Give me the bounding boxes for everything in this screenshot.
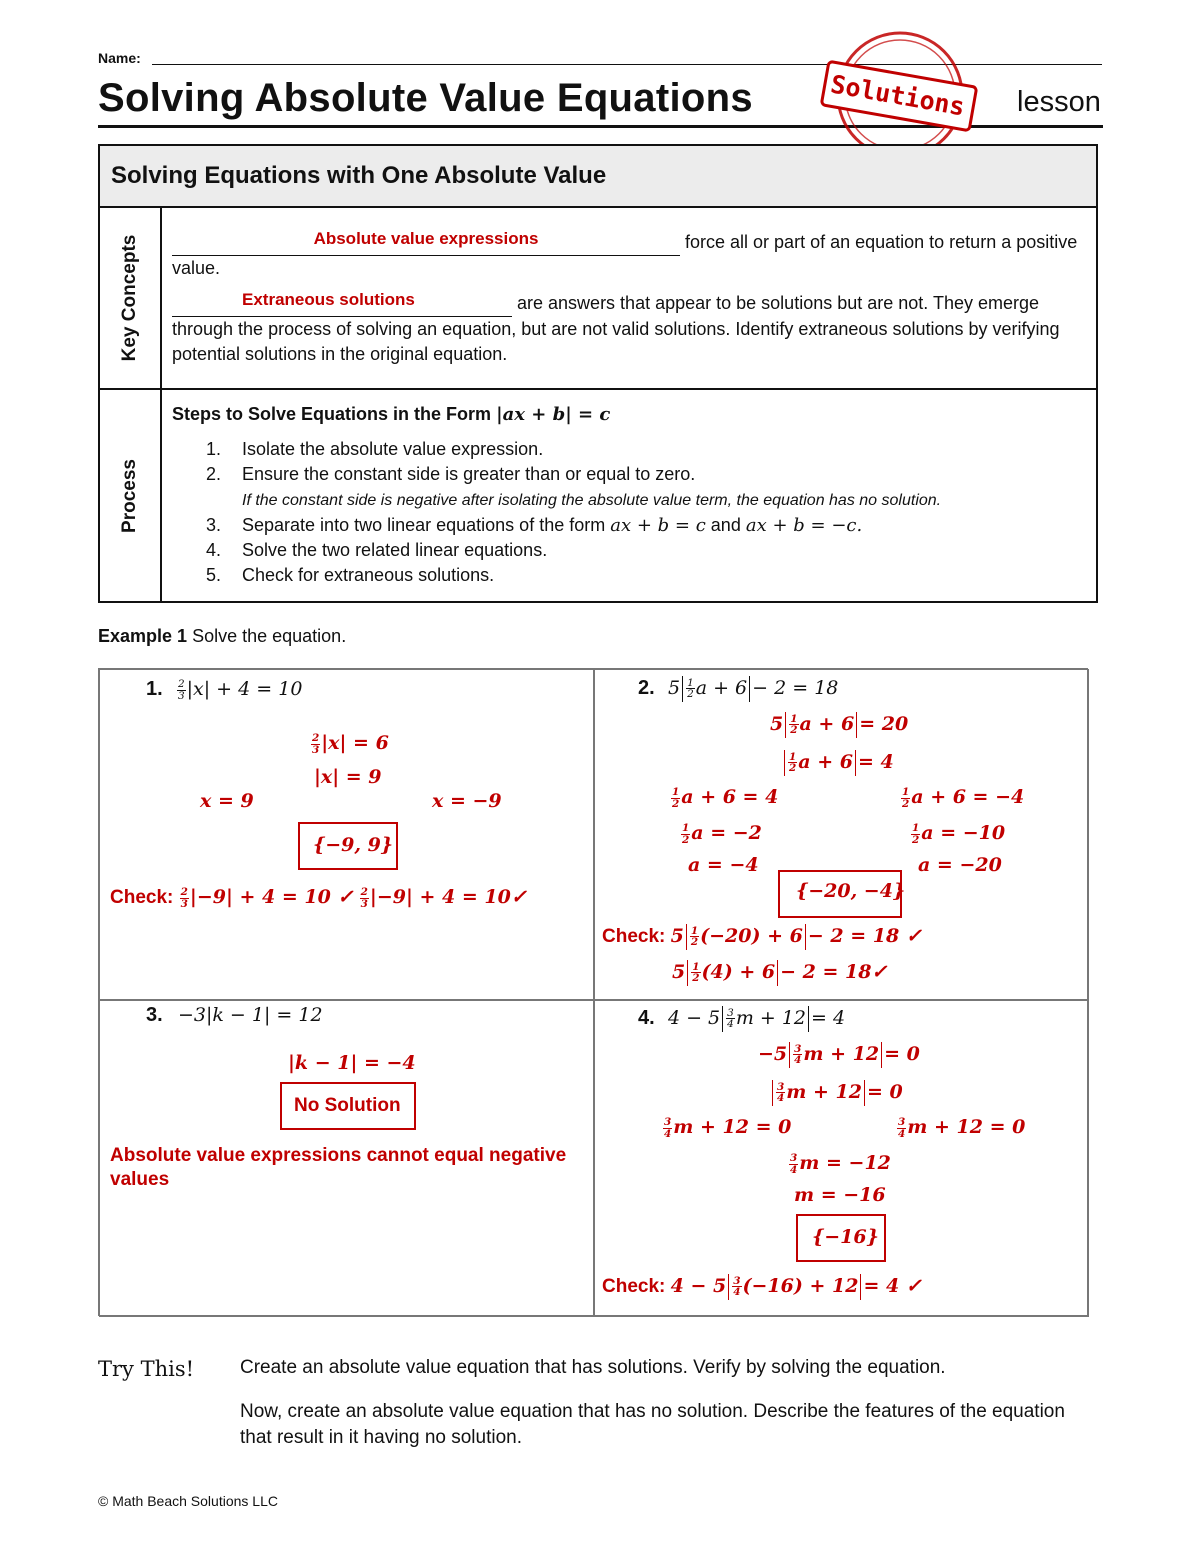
problem-2-equation: 2. 5 $\frac{1}{2}$ a + 6 − 2 = 18 <box>638 676 839 701</box>
page-title: Solving Absolute Value Equations <box>98 76 753 120</box>
step-3-number: 3. <box>206 515 222 535</box>
problem-1-number: 1. <box>146 678 163 700</box>
blank-1[interactable] <box>172 230 680 256</box>
blank-2-answer: Extraneous solutions <box>242 290 415 309</box>
example-grid <box>98 668 1088 1316</box>
problem-1-answer-box <box>298 822 398 870</box>
key-concepts-row <box>100 208 1096 390</box>
problem-4-number: 4. <box>638 1006 655 1029</box>
problem-4-step-3: $\frac{3}{4}$ m = −12 <box>790 1152 891 1176</box>
try-this-prompt-2: Now, create an absolute value equation that has no solution. Describe the features of the equation that result in it having no solution. <box>240 1401 1065 1448</box>
problem-4-step-1: −5 $\frac{3}{4}$ m + 12 = 0 <box>758 1042 920 1067</box>
step-1-text: Isolate the absolute value expression. <box>242 439 544 459</box>
steps-title <box>172 402 1082 427</box>
problem-1-equation <box>146 678 302 701</box>
problem-1-answer: {−9, 9} <box>313 834 394 856</box>
table-header <box>100 146 1096 208</box>
footer-copyright: © Math Beach Solutions LLC <box>98 1493 278 1509</box>
step-4-number: 4. <box>206 540 222 560</box>
problem-2-step-2: $\frac{1}{2}$ a + 6 = 4 <box>782 750 894 776</box>
steps-title-text: Steps to Solve Equations in the Form <box>172 404 492 424</box>
problem-4-right-1: $\frac{3}{4}$ m + 12 = 0 <box>898 1116 1026 1140</box>
blank-1-answer: Absolute value expressions <box>313 229 539 248</box>
step-4-text: Solve the two related linear equations. <box>242 540 548 560</box>
problem-1-step-2: |x| = 9 <box>314 766 382 788</box>
stamp-text <box>820 30 978 160</box>
problem-1-cell <box>99 669 595 1001</box>
problem-2-left-1: $\frac{1}{2}$ a + 6 = 4 <box>672 786 779 810</box>
step-1 <box>172 437 1082 462</box>
step-3-and: and <box>710 515 741 535</box>
problem-2-check-2: 5 $\frac{1}{2}$ (4) + 6 − 2 = 18✓ <box>672 960 888 985</box>
try-this-prompt-1: Create an absolute value equation that has solutions. Verify by solving the equation. <box>240 1357 946 1378</box>
name-label: Name: <box>98 50 141 66</box>
step-3-text: Separate into two linear equations of the form <box>242 515 606 535</box>
concept-1 <box>172 230 1082 281</box>
problem-4-check: Check: 4 − 5 $\frac{3}{4}$ (−16) + 12 = 4 ✓ <box>602 1274 922 1299</box>
key-concepts-label-cell <box>100 208 162 388</box>
step-2-text: Ensure the constant side is greater than or equal to zero. <box>242 464 696 484</box>
problem-2-answer: {−20, −4} <box>796 880 906 902</box>
example-label-bold: Example 1 <box>98 626 188 646</box>
stamp-label: Solutions <box>828 68 968 122</box>
problem-4-cell <box>593 999 1089 1317</box>
process-row <box>100 390 1096 601</box>
process-label-cell <box>100 390 162 601</box>
problem-2-left-3: a = −4 <box>688 854 759 876</box>
problem-1-left: x = 9 <box>200 790 254 812</box>
problem-4-equation: 4. 4 − 5 $\frac{3}{4}$ m + 12 = 4 <box>638 1006 846 1031</box>
blank-2[interactable] <box>172 291 512 317</box>
try-this-label: Try This! <box>98 1357 195 1381</box>
problem-4-answer-box <box>796 1214 886 1262</box>
problem-2-cell <box>593 669 1089 1001</box>
check-label: Check: <box>110 887 174 908</box>
steps-form: |ax + b| = c <box>496 404 611 425</box>
step-1-number: 1. <box>206 439 222 459</box>
problem-1-eq-text: |x| + 4 = 10 <box>186 678 303 700</box>
problem-2-right-1: $\frac{1}{2}$ a + 6 = −4 <box>902 786 1025 810</box>
problem-3-equation <box>146 1004 323 1027</box>
problem-1-right: x = −9 <box>432 790 502 812</box>
key-concepts-body <box>172 230 1082 367</box>
problem-1-step-1: $\frac{2}{3}$ |x| = 6 <box>312 732 389 756</box>
problem-3-answer: No Solution <box>294 1095 401 1116</box>
step-5-number: 5. <box>206 565 222 585</box>
step-4 <box>172 538 1082 563</box>
step-2-note <box>172 487 1082 513</box>
solutions-stamp <box>820 30 978 160</box>
problem-2-right-2: $\frac{1}{2}$ a = −10 <box>912 822 1006 846</box>
problem-4-step-4: m = −16 <box>794 1184 886 1206</box>
concept-1-text: force all or part of an equation to return a positive value. <box>172 232 1078 278</box>
concept-2 <box>172 291 1082 367</box>
step-3-eq1: ax + b = c <box>610 515 706 536</box>
problem-4-left-1: $\frac{3}{4}$ m + 12 = 0 <box>664 1116 792 1140</box>
step-3 <box>172 513 1082 538</box>
process-label: Process <box>119 458 140 533</box>
step-3-eq2: ax + b = −c. <box>745 515 863 536</box>
problem-1-check: Check: $\frac{2}{3}$ |−9| + 4 = 10 ✓ $\frac{2}{3}$ |−9| + 4 = 10✓ <box>110 886 527 910</box>
lesson-label: lesson <box>1017 86 1101 118</box>
step-5 <box>172 563 1082 588</box>
problem-3-cell <box>99 999 595 1317</box>
concept-table <box>98 144 1098 603</box>
step-2-note-text: If the constant side is negative after isolating the absolute value term, the equation has no solution. <box>242 492 942 509</box>
problem-3-explanation: Absolute value expressions cannot equal negative values <box>110 1145 567 1190</box>
step-2 <box>172 462 1082 487</box>
problem-3-eq-text: −3|k − 1| = 12 <box>177 1004 323 1026</box>
problem-4-step-2: $\frac{3}{4}$ m + 12 = 0 <box>770 1080 903 1106</box>
table-heading: Solving Equations with One Absolute Value <box>111 162 607 189</box>
process-body <box>172 402 1082 588</box>
problem-3-number: 3. <box>146 1004 163 1026</box>
problem-2-right-3: a = −20 <box>918 854 1002 876</box>
step-5-text: Check for extraneous solutions. <box>242 565 495 585</box>
problem-2-step-1: 5 $\frac{1}{2}$ a + 6 = 20 <box>770 712 909 737</box>
example-label-text: Solve the equation. <box>192 626 347 646</box>
problem-3-step-1: |k − 1| = −4 <box>288 1052 416 1074</box>
example-label <box>98 626 346 647</box>
step-2-number: 2. <box>206 464 222 484</box>
problem-3-answer-box <box>280 1082 416 1130</box>
problem-4-answer: {−16} <box>812 1226 879 1248</box>
problem-2-answer-box <box>778 870 906 918</box>
problem-2-check-1: Check: 5 $\frac{1}{2}$ (−20) + 6 − 2 = 18 ✓ <box>602 924 922 949</box>
fraction-2-3: $\frac{2}{3}$ <box>177 678 185 702</box>
key-concepts-label: Key Concepts <box>119 234 140 362</box>
problem-2-number: 2. <box>638 676 655 699</box>
concept-2-text: are answers that appear to be solutions but are not. They emerge through the process of solving an equation, but are not valid solutions. Identify extraneous solutions by verifying potential solutions in the original equation. <box>172 293 1060 364</box>
problem-2-left-2: $\frac{1}{2}$ a = −2 <box>682 822 762 846</box>
steps-list <box>172 437 1082 588</box>
